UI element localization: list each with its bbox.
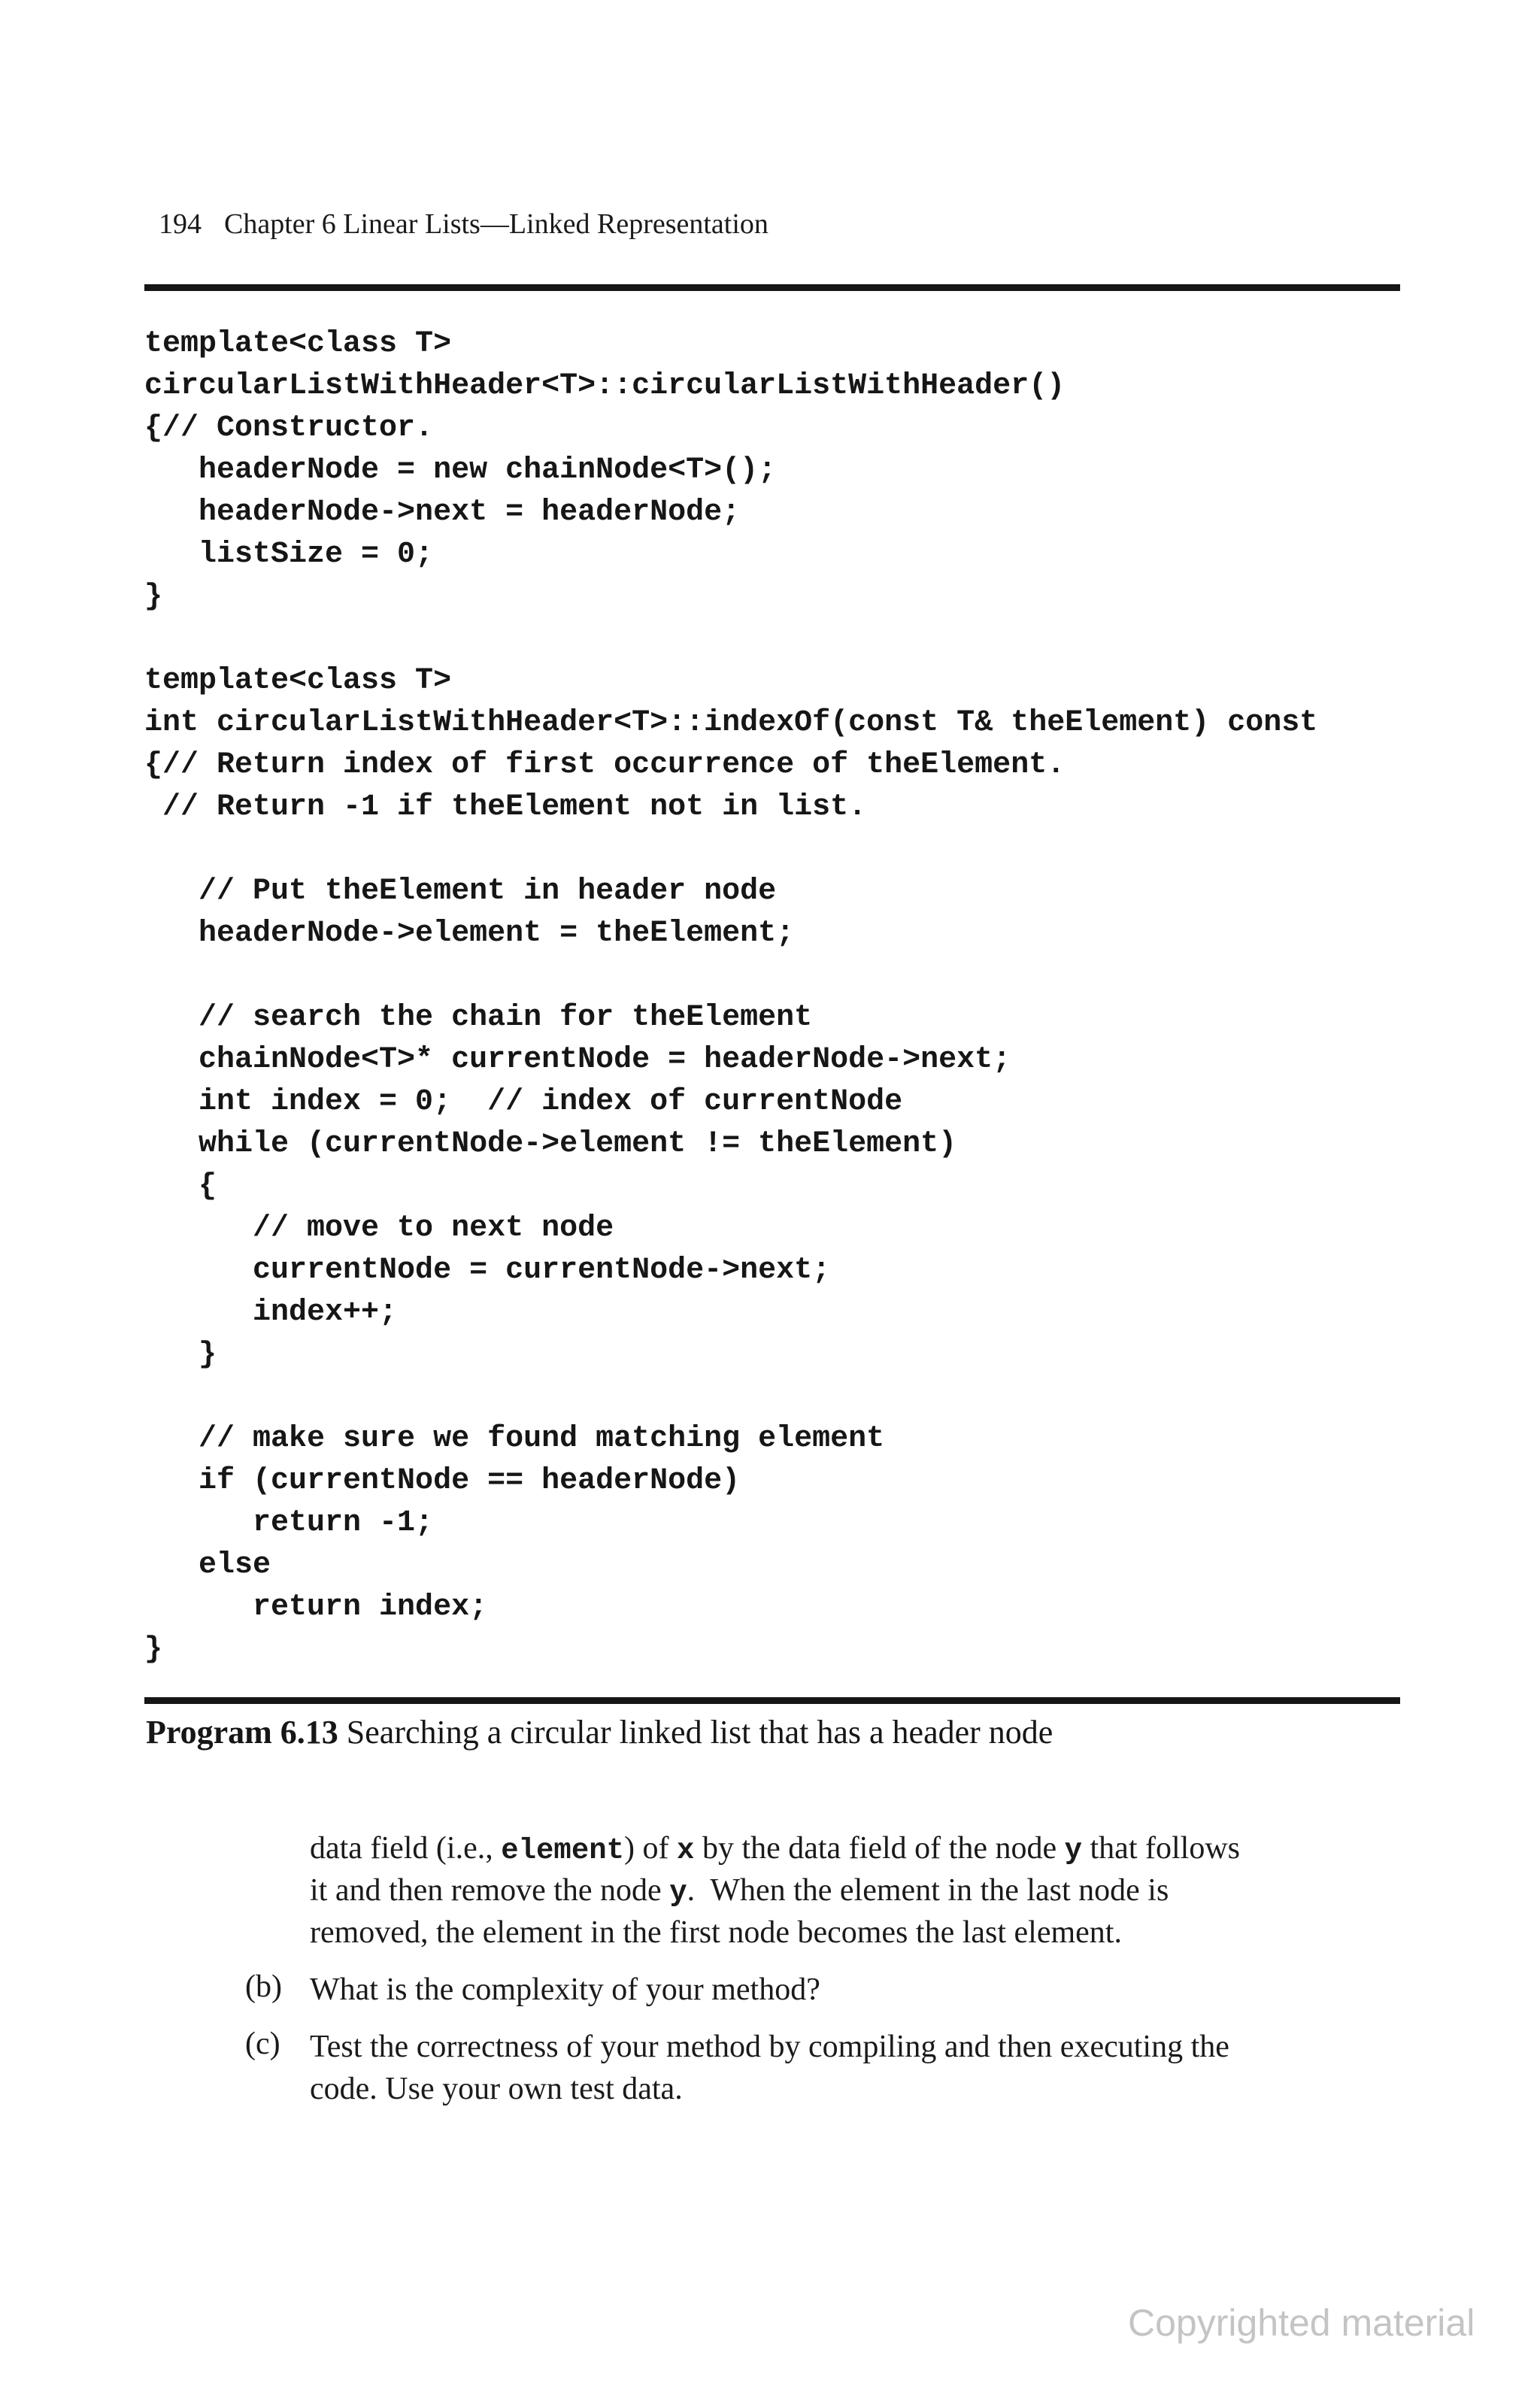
code-line: } xyxy=(144,580,163,614)
code-line: int index = 0; // index of currentNode xyxy=(144,1085,903,1119)
code-line xyxy=(144,1376,1317,1418)
code-line: headerNode->next = headerNode; xyxy=(144,496,741,529)
text-run: . When the element in the last node is xyxy=(687,1873,1169,1908)
code-line xyxy=(144,829,1317,871)
code-line xyxy=(144,955,1317,997)
code-term: y xyxy=(669,1876,687,1909)
text-run: by the data field of the node xyxy=(694,1831,1065,1866)
code-line: // make sure we found matching element xyxy=(144,1422,885,1456)
code-line: { xyxy=(144,1169,217,1203)
code-line xyxy=(144,618,1317,660)
program-caption xyxy=(146,1713,1053,1751)
text-run: that follows xyxy=(1082,1831,1240,1866)
page-number: 194 xyxy=(159,208,202,240)
code-line: return index; xyxy=(144,1590,488,1624)
code-line: {// Return index of first occurrence of theElement. xyxy=(144,748,1066,782)
text-run: data field (i.e., xyxy=(310,1831,502,1866)
exercise-c-label: (c) xyxy=(245,2027,280,2061)
code-line: } xyxy=(144,1633,163,1666)
code-line: {// Constructor. xyxy=(144,411,434,445)
text-run: it and then remove the node xyxy=(310,1873,670,1908)
program-caption-label: Program 6.13 xyxy=(146,1714,338,1751)
program-code-listing xyxy=(144,323,1317,1671)
exercise-b-text: What is the complexity of your method? xyxy=(310,1972,820,2007)
code-line: template<class T> xyxy=(144,327,452,361)
code-line: chainNode<T>* currentNode = headerNode->next; xyxy=(144,1043,1011,1077)
code-line: else xyxy=(144,1548,271,1582)
code-line: // search the chain for theElement xyxy=(144,1001,813,1035)
program-bottom-rule xyxy=(144,1697,1400,1704)
exercise-a-line-3: removed, the element in the first node becomes the last element. xyxy=(310,1915,1122,1950)
exercise-a-line-2 xyxy=(310,1869,1169,1914)
code-line: circularListWithHeader<T>::circularListWithHeader() xyxy=(144,369,1066,403)
code-line: headerNode->element = theElement; xyxy=(144,917,795,950)
code-line: currentNode = currentNode->next; xyxy=(144,1254,831,1287)
code-term: y xyxy=(1064,1834,1083,1867)
code-line: return -1; xyxy=(144,1506,434,1540)
code-line: if (currentNode == headerNode) xyxy=(144,1464,741,1498)
running-title: Chapter 6 Linear Lists—Linked Representation xyxy=(224,208,768,240)
code-term: x xyxy=(677,1834,695,1867)
code-line: template<class T> xyxy=(144,664,452,698)
code-line: int circularListWithHeader<T>::indexOf(const T& theElement) const xyxy=(144,706,1318,740)
exercise-a-line-1 xyxy=(310,1827,1240,1872)
code-line: listSize = 0; xyxy=(144,538,434,571)
code-line: while (currentNode->element != theElement) xyxy=(144,1127,957,1161)
program-caption-text: Searching a circular linked list that has a header node xyxy=(338,1714,1053,1751)
code-line: } xyxy=(144,1338,217,1372)
code-term: element xyxy=(501,1834,625,1867)
copyright-watermark: Copyrighted material xyxy=(1128,2302,1475,2344)
exercise-c-line-2: code. Use your own test data. xyxy=(310,2072,683,2106)
running-header xyxy=(144,174,768,241)
exercise-c-line-1: Test the correctness of your method by compiling and then executing the xyxy=(310,2030,1229,2064)
code-line: index++; xyxy=(144,1296,398,1329)
exercise-b-label: (b) xyxy=(245,1969,282,2004)
code-line: headerNode = new chainNode<T>(); xyxy=(144,453,777,487)
text-run: ) of xyxy=(624,1831,678,1866)
code-line: // Put theElement in header node xyxy=(144,875,777,908)
code-line: // move to next node xyxy=(144,1211,614,1245)
program-top-rule xyxy=(144,284,1400,291)
code-line: // Return -1 if theElement not in list. xyxy=(144,790,867,824)
